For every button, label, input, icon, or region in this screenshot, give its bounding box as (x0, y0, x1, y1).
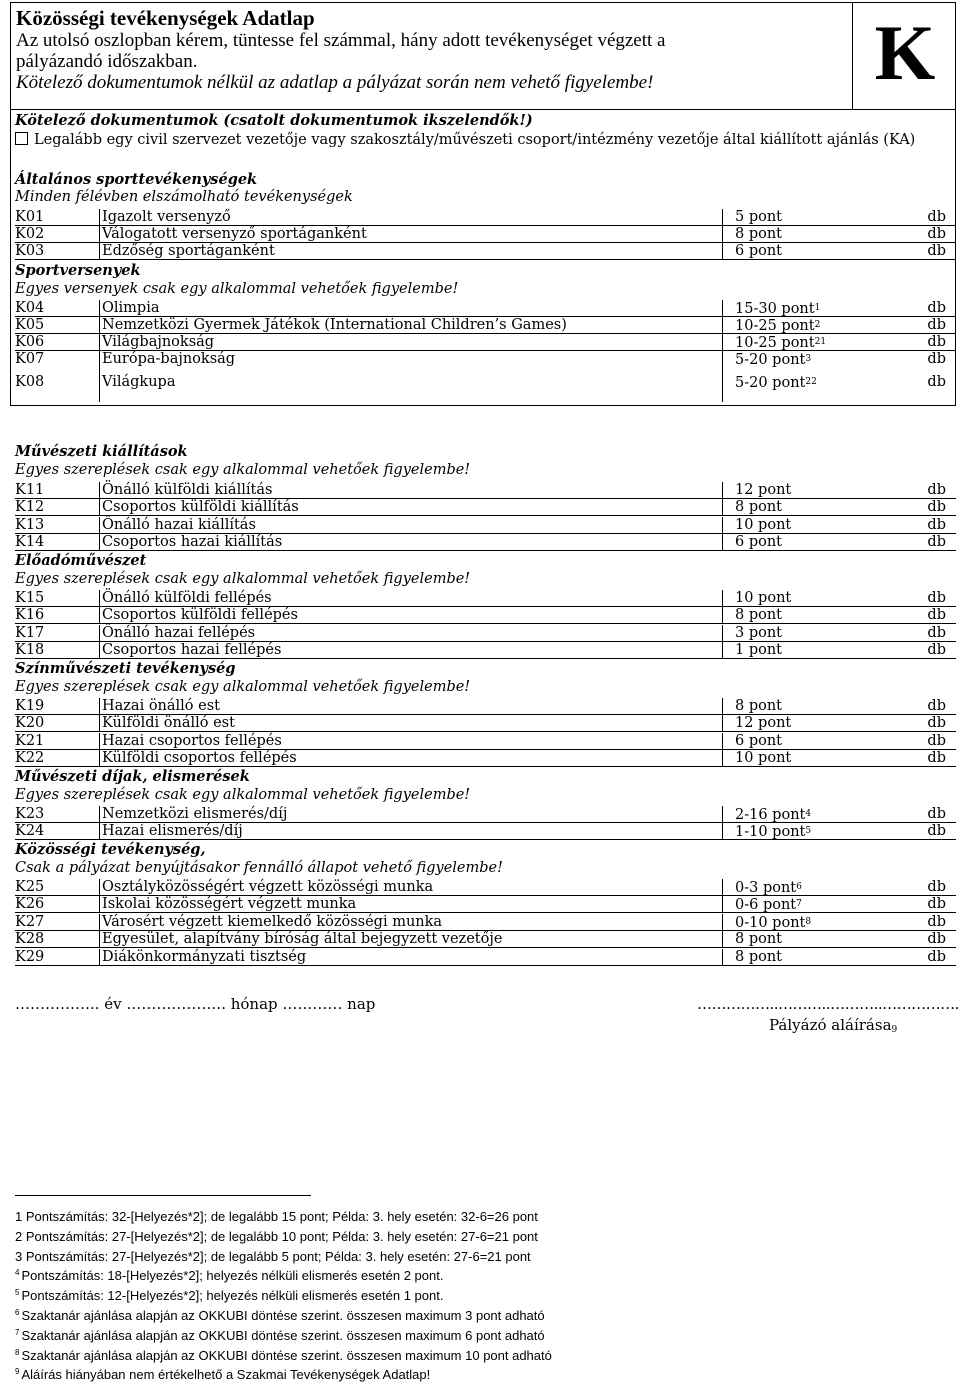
row-label: Csoportos hazai fellépés (99, 642, 722, 659)
table-row (15, 351, 956, 368)
section-note-perform: Egyes szereplések csak egy alkalommal vehetőek figyelembe! (15, 571, 471, 587)
row-count-field[interactable]: db (927, 806, 946, 822)
header-text-cell (11, 3, 853, 109)
row-count-field[interactable]: db (927, 209, 946, 225)
header-instruction-1: Az utolsó oszlopban kérem, tüntesse fel számmal, hány adott tevékenységet végzett a (16, 30, 666, 51)
row-count-field[interactable]: db (927, 931, 946, 947)
section-note-art: Egyes szereplések csak egy alkalommal vehetőek figyelembe! (15, 462, 471, 478)
table-row (15, 931, 956, 948)
row-code: K23 (15, 806, 45, 822)
row-count-field[interactable]: db (927, 590, 946, 606)
table-row (15, 334, 956, 351)
row-label: Önálló külföldi fellépés (99, 590, 722, 607)
row-code: K29 (15, 949, 45, 965)
row-code: K07 (15, 351, 45, 367)
footnote: $^9$ Aláírás hiányában nem értékelhető a Szakmai Tevékenységek Adatlap! (15, 1367, 431, 1382)
row-label: Önálló külföldi kiállítás (99, 482, 722, 499)
header-warning: Kötelező dokumentumok nélkül az adatlap a pályázat során nem vehető figyelembe! (16, 72, 654, 93)
row-code: K01 (15, 209, 45, 225)
row-label: Hazai önálló est (99, 698, 722, 715)
row-count-field[interactable]: db (927, 482, 946, 498)
table-row (15, 209, 956, 226)
table-row (15, 823, 956, 840)
row-label: Világbajnokság (99, 334, 722, 351)
row-count-field[interactable]: db (927, 517, 946, 533)
row-code: K22 (15, 750, 45, 766)
row-points: 0-6 pont$^7$ (722, 896, 918, 913)
row-code: K15 (15, 590, 45, 606)
table-row (15, 896, 956, 913)
row-points: 0-3 pont$^6$ (722, 879, 918, 896)
row-points: 1 pont (722, 642, 918, 659)
table-row (15, 806, 956, 823)
row-points: 6 pont (722, 733, 918, 750)
section-title-perform: Előadóművészet (15, 552, 147, 569)
row-count-field[interactable]: db (927, 949, 946, 965)
section-note-general: Minden félévben elszámolható tevékenységek (15, 189, 353, 205)
row-label: Városért végzett kiemelkedő közösségi munka (99, 914, 722, 931)
row-code: K11 (15, 482, 45, 498)
row-code: K17 (15, 625, 45, 641)
table-row (15, 499, 956, 516)
row-label: Hazai csoportos fellépés (99, 733, 722, 750)
table-row (15, 949, 956, 966)
attachments-heading: Kötelező dokumentumok (csatolt dokumentumok ikszelendők!) (15, 112, 533, 129)
table-row (15, 226, 956, 243)
table-row (15, 300, 956, 317)
row-code: K18 (15, 642, 45, 658)
section-note-theatre: Egyes szereplések csak egy alkalommal vehetőek figyelembe! (15, 679, 471, 695)
row-points: 10 pont (722, 590, 918, 607)
row-label: Nemzetközi elismerés/díj (99, 806, 722, 823)
row-label: Világkupa (99, 368, 722, 402)
row-points: 8 pont (722, 499, 918, 516)
table-row (15, 317, 956, 334)
row-count-field[interactable]: db (927, 914, 946, 930)
table-row (15, 534, 956, 551)
row-code: K02 (15, 226, 45, 242)
row-points: 8 pont (722, 607, 918, 624)
row-count-field[interactable]: db (927, 698, 946, 714)
row-count-field[interactable]: db (927, 715, 946, 731)
section-title-general: Általános sporttevékenységek (15, 171, 258, 188)
page-title: Közösségi tevékenységek Adatlap (16, 6, 315, 30)
footnote: 2 Pontszámítás: 27-[Helyezés*2]; de legalább 10 pont; Példa: 3. hely esetén: 27-6=21 pont (15, 1229, 538, 1244)
footnote: 3 Pontszámítás: 27-[Helyezés*2]; de legalább 5 pont; Példa: 3. hely esetén: 27-6=21 pont (15, 1249, 531, 1264)
row-label: Önálló hazai kiállítás (99, 517, 722, 534)
row-code: K28 (15, 931, 45, 947)
row-points: 10 pont (722, 750, 918, 767)
row-count-field[interactable]: db (927, 642, 946, 658)
row-points: 15-30 pont$^1$ (722, 300, 918, 317)
section-note-community: Csak a pályázat benyújtásakor fennálló állapot vehető figyelembe! (15, 860, 503, 876)
table-row (15, 642, 956, 659)
row-code: K13 (15, 517, 45, 533)
row-points: 5-20 pont$^{22}$ (722, 368, 918, 402)
section-title-art: Művészeti kiállítások (15, 443, 188, 460)
attachment-checkbox[interactable] (15, 132, 28, 145)
row-points: 3 pont (722, 625, 918, 642)
row-count-field[interactable]: db (927, 317, 946, 333)
row-code: K16 (15, 607, 45, 623)
row-points: 8 pont (722, 698, 918, 715)
row-count-field[interactable]: db (927, 226, 946, 242)
row-label: Diákönkormányzati tisztség (99, 949, 722, 966)
table-row (15, 879, 956, 896)
row-count-field[interactable]: db (927, 879, 946, 895)
row-count-field[interactable]: db (927, 733, 946, 749)
section-title-awards: Művészeti díjak, elismerések (15, 768, 250, 785)
row-code: K20 (15, 715, 45, 731)
footnote: 1 Pontszámítás: 32-[Helyezés*2]; de legalább 15 pont; Példa: 3. hely esetén: 32-6=26 pont (15, 1209, 538, 1224)
row-label: Hazai elismerés/díj (99, 823, 722, 840)
row-code: K26 (15, 896, 45, 912)
row-points: 6 pont (722, 534, 918, 551)
attachment-item-label: Legalább egy civil szervezet vezetője vagy szakosztály/művészeti csoport/intézmény vezetője által kiállított ajánlás (KA) (34, 132, 916, 148)
row-label: Önálló hazai fellépés (99, 625, 722, 642)
row-label: Csoportos külföldi kiállítás (99, 499, 722, 516)
row-points: 8 pont (722, 949, 918, 966)
row-code: K24 (15, 823, 45, 839)
header-instruction-2: pályázandó időszakban. (16, 51, 198, 72)
row-points: 5 pont (722, 209, 918, 226)
footnote: $^8$ Szaktanár ajánlása alapján az OKKUBI döntése szerint. összesen maximum 10 pont adható (15, 1348, 552, 1363)
row-code: K04 (15, 300, 45, 316)
row-points: 10-25 pont$^2$ (722, 317, 918, 334)
footnote: $^7$ Szaktanár ajánlása alapján az OKKUBI döntése szerint. összesen maximum 6 pont adható (15, 1328, 545, 1343)
row-code: K14 (15, 534, 45, 550)
section-note-awards: Egyes szereplések csak egy alkalommal vehetőek figyelembe! (15, 787, 471, 803)
form-letter: K (874, 9, 936, 96)
header-box (10, 2, 956, 110)
signature-label: Pályázó aláírása$^9$ (769, 1016, 898, 1035)
row-label: Olimpia (99, 300, 722, 317)
table-row (15, 482, 956, 499)
table-row (15, 733, 956, 750)
row-label: Egyesület, alapítvány bíróság által bejegyzett vezetője (99, 931, 722, 948)
row-points: 8 pont (722, 931, 918, 948)
row-count-field[interactable]: db (927, 334, 946, 350)
date-line[interactable]: …………….. év ……………….. hónap ………… nap (15, 995, 376, 1013)
row-code: K03 (15, 243, 45, 259)
row-label: Csoportos hazai kiállítás (99, 534, 722, 551)
row-count-field[interactable]: db (927, 351, 946, 367)
row-code: K08 (15, 374, 45, 390)
section-note-sport: Egyes versenyek csak egy alkalommal vehetőek figyelembe! (15, 281, 459, 297)
row-code: K25 (15, 879, 45, 895)
table-row (15, 243, 956, 260)
row-code: K06 (15, 334, 45, 350)
row-count-field[interactable]: db (927, 374, 946, 390)
row-count-field[interactable]: db (927, 300, 946, 316)
row-points: 1-10 pont$^5$ (722, 823, 918, 840)
section-title-theatre: Színművészeti tevékenység (15, 660, 236, 677)
row-label: Osztályközösségért végzett közösségi munka (99, 879, 722, 896)
row-code: K27 (15, 914, 45, 930)
table-row (15, 372, 956, 394)
row-count-field[interactable]: db (927, 823, 946, 839)
row-count-field[interactable]: db (927, 625, 946, 641)
table-row (15, 590, 956, 607)
table-row (15, 750, 956, 767)
table-row (15, 698, 956, 715)
row-points: 5-20 pont$^3$ (722, 351, 918, 368)
row-code: K05 (15, 317, 45, 333)
row-label: Nemzetközi Gyermek Játékok (International Children’s Games) (99, 317, 722, 334)
row-label: Külföldi csoportos fellépés (99, 750, 722, 767)
row-label: Válogatott versenyző sportáganként (99, 226, 722, 243)
row-points: 10 pont (722, 517, 918, 534)
footnote: $^4$ Pontszámítás: 18-[Helyezés*2]; helyezés nélküli elismerés esetén 2 pont. (15, 1268, 444, 1283)
row-label: Igazolt versenyző (99, 209, 722, 226)
row-label: Iskolai közösségért végzett munka (99, 896, 722, 913)
table-row (15, 715, 956, 732)
row-code: K19 (15, 698, 45, 714)
row-count-field[interactable]: db (927, 243, 946, 259)
row-count-field[interactable]: db (927, 499, 946, 515)
row-points: 2-16 pont$^4$ (722, 806, 918, 823)
row-code: K21 (15, 733, 45, 749)
row-points: 6 pont (722, 243, 918, 260)
row-count-field[interactable]: db (927, 607, 946, 623)
section-title-community: Közösségi tevékenység, (15, 841, 206, 858)
row-points: 12 pont (722, 715, 918, 732)
footnote-divider (15, 1195, 311, 1196)
signature-line[interactable]: ……………..………..………..……………. (697, 995, 959, 1013)
row-code: K12 (15, 499, 45, 515)
row-label: Csoportos külföldi fellépés (99, 607, 722, 624)
row-points: 8 pont (722, 226, 918, 243)
row-count-field[interactable]: db (927, 534, 946, 550)
row-points: 10-25 pont$^{21}$ (722, 334, 918, 351)
footnote: $^6$ Szaktanár ajánlása alapján az OKKUBI döntése szerint. összesen maximum 3 pont adható (15, 1308, 545, 1323)
row-count-field[interactable]: db (927, 896, 946, 912)
table-row (15, 607, 956, 624)
footnote: $^5$ Pontszámítás: 12-[Helyezés*2]; helyezés nélküli elismerés esetén 1 pont. (15, 1288, 444, 1303)
row-count-field[interactable]: db (927, 750, 946, 766)
row-label: Külföldi önálló est (99, 715, 722, 732)
row-label: Európa-bajnokság (99, 351, 722, 368)
table-row (15, 625, 956, 642)
section-title-sport: Sportversenyek (15, 262, 141, 279)
attachment-item (15, 132, 915, 148)
table-row (15, 517, 956, 534)
row-points: 0-10 pont$^8$ (722, 914, 918, 931)
row-points: 12 pont (722, 482, 918, 499)
table-row (15, 914, 956, 931)
row-label: Edzőség sportáganként (99, 243, 722, 260)
